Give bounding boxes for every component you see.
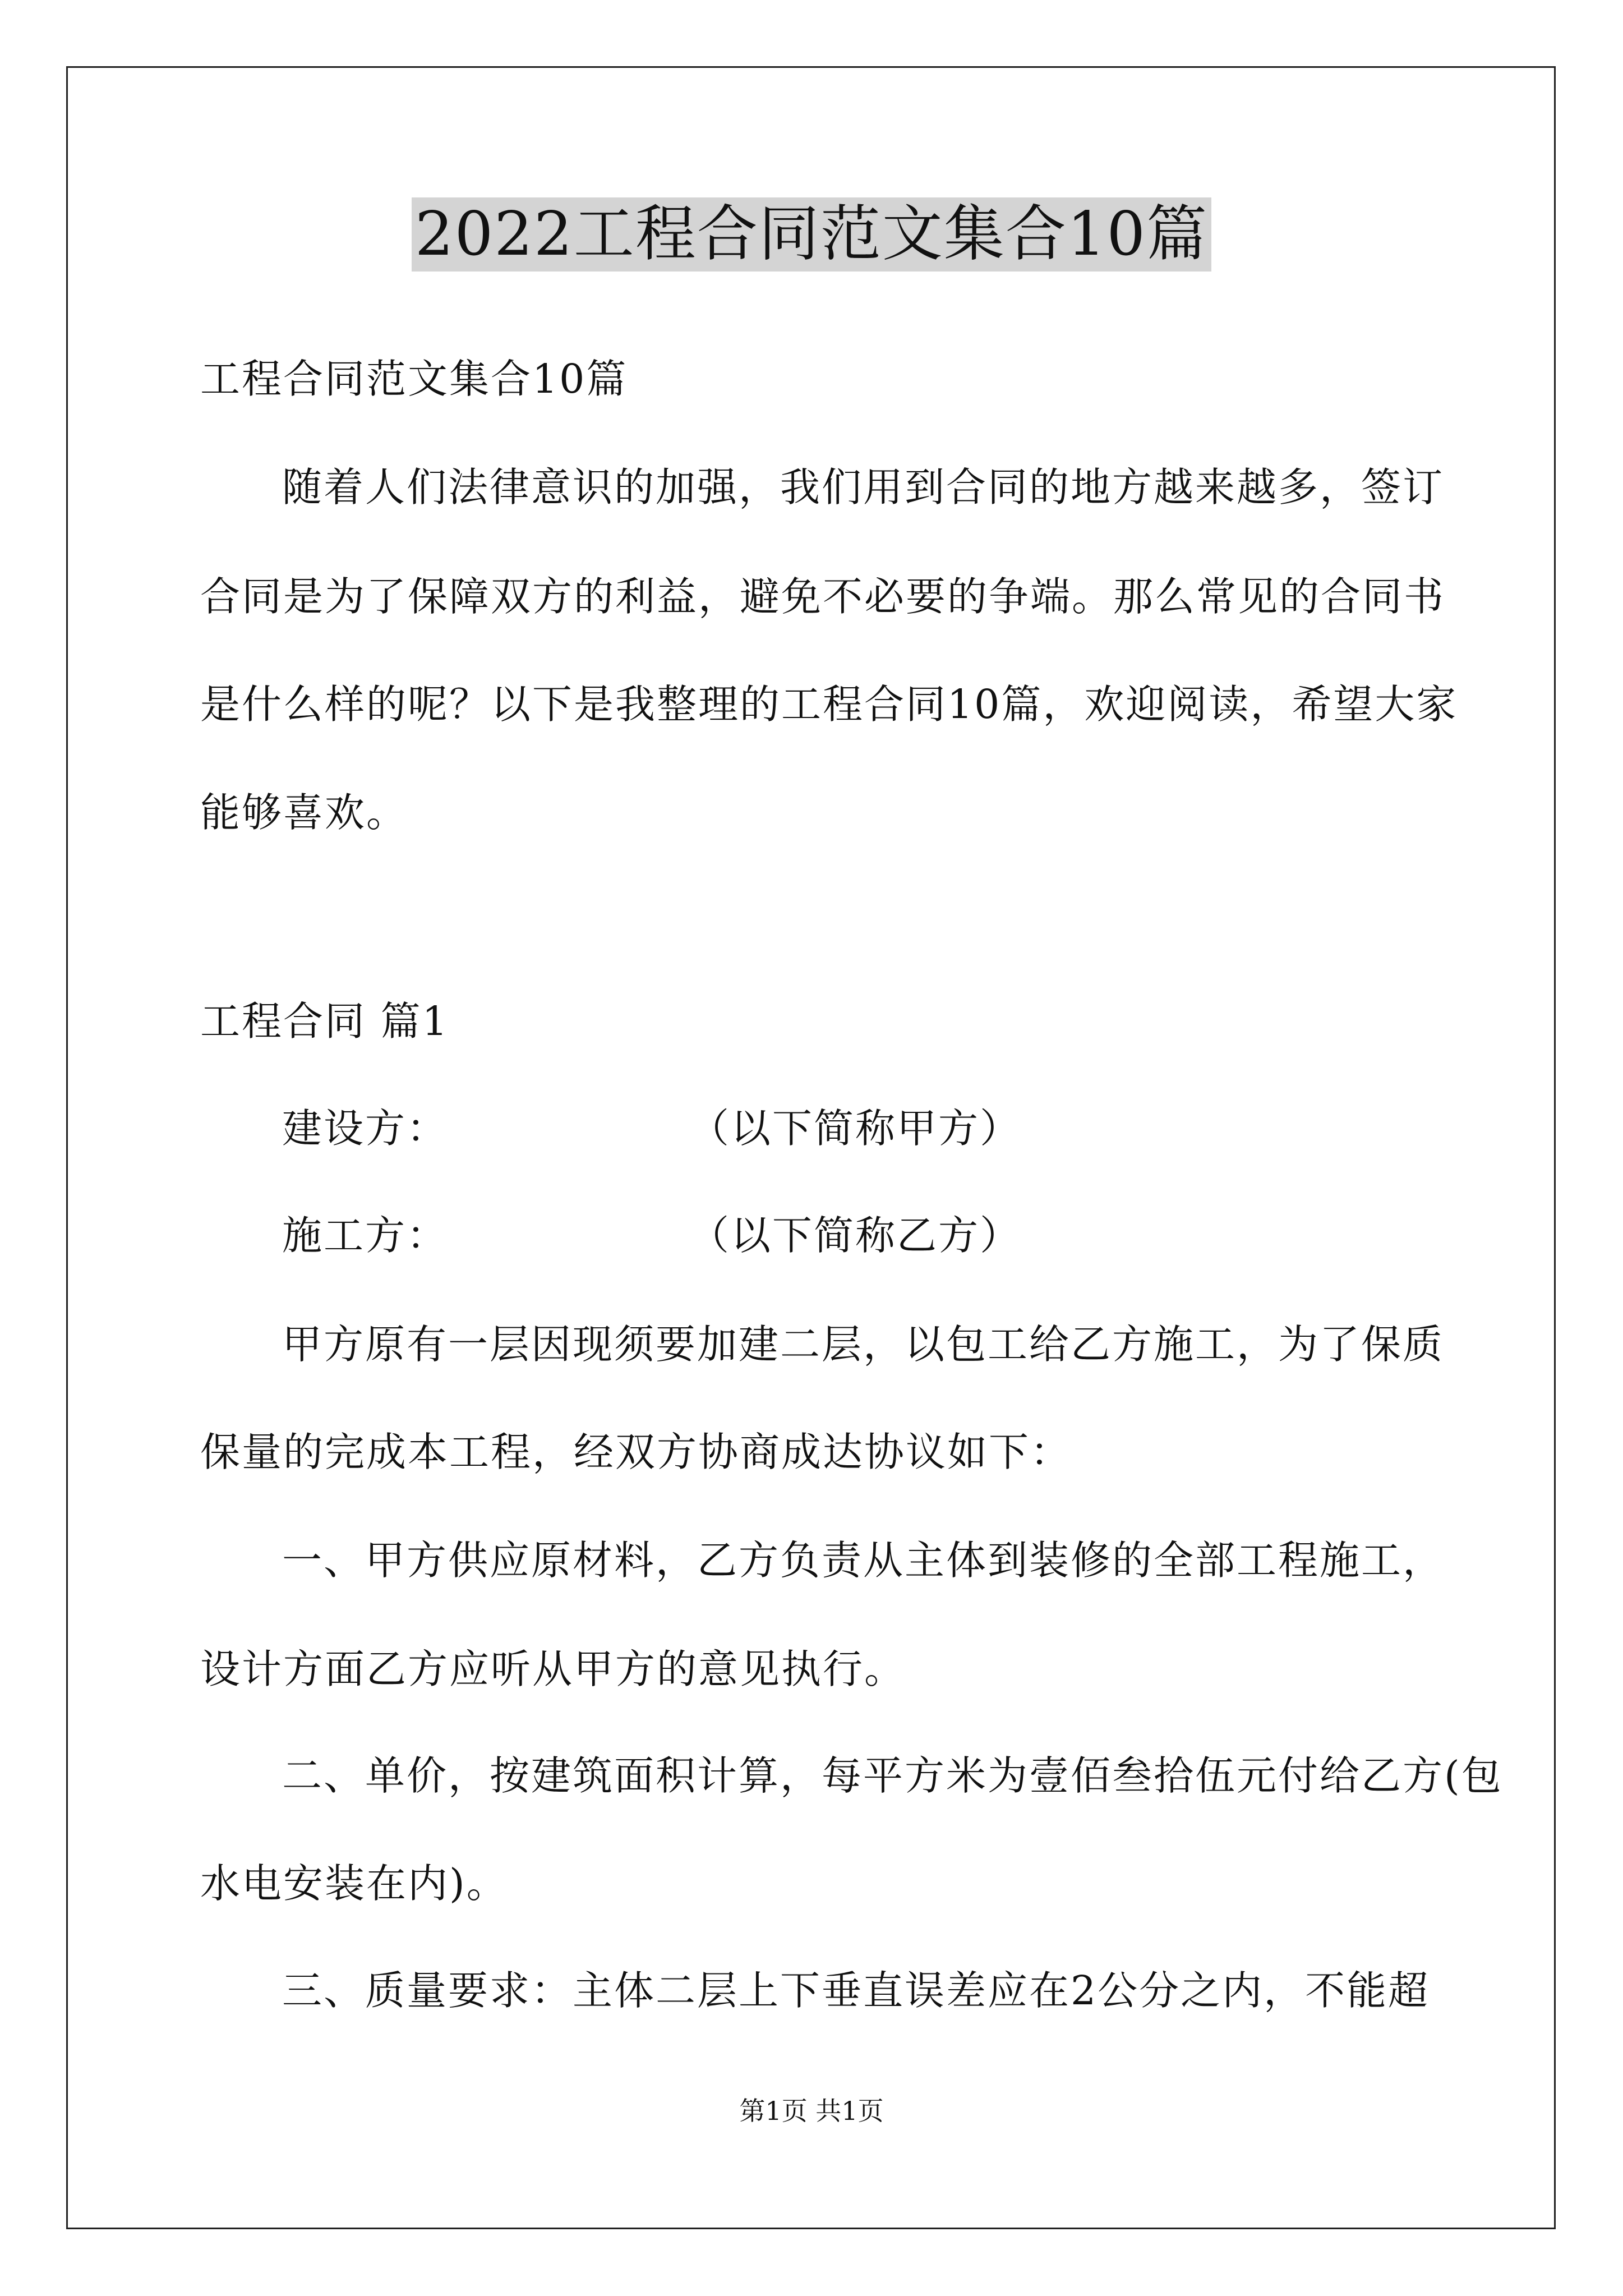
document-subtitle: 工程合同范文集合10篇 [200, 356, 628, 402]
clause-line: 甲方原有一层因现须要加建二层，以包工给乙方施工，为了保质 [282, 1321, 1445, 1368]
party-contractor [200, 1212, 1510, 1259]
document-title-text: 2022工程合同范文集合10篇 [412, 197, 1211, 272]
intro-line: 合同是为了保障双方的利益，避免不必要的争端。那么常见的合同书 [200, 573, 1446, 620]
clause-line: 一、甲方供应原材料，乙方负责从主体到装修的全部工程施工， [282, 1537, 1445, 1584]
intro-line: 能够喜欢。 [200, 789, 408, 836]
clause-line: 三、质量要求：主体二层上下垂直误差应在2公分之内，不能超 [282, 1967, 1430, 2014]
party-label: 施工方： [282, 1212, 449, 1259]
clause-line: 水电安装在内)。 [200, 1860, 508, 1907]
clause-line: 保量的完成本工程，经双方协商成达协议如下： [200, 1429, 1072, 1475]
intro-line: 随着人们法律意识的加强，我们用到合同的地方越来越多，签订 [282, 464, 1445, 510]
party-builder [200, 1105, 1510, 1152]
party-label: 建设方： [282, 1105, 449, 1152]
page-number: 第1页 共1页 [739, 2096, 884, 2126]
party-note: （以下简称乙方） [689, 1212, 1022, 1259]
clause-line: 设计方面乙方应听从甲方的意见执行。 [200, 1646, 906, 1692]
intro-line: 是什么样的呢？以下是我整理的工程合同10篇，欢迎阅读，希望大家 [200, 681, 1458, 728]
party-note: （以下简称甲方） [689, 1105, 1022, 1152]
document-title [0, 197, 1623, 272]
section-heading: 工程合同 篇1 [200, 998, 449, 1045]
clause-line: 二、单价，按建筑面积计算，每平方米为壹佰叁拾伍元付给乙方(包 [282, 1752, 1503, 1799]
